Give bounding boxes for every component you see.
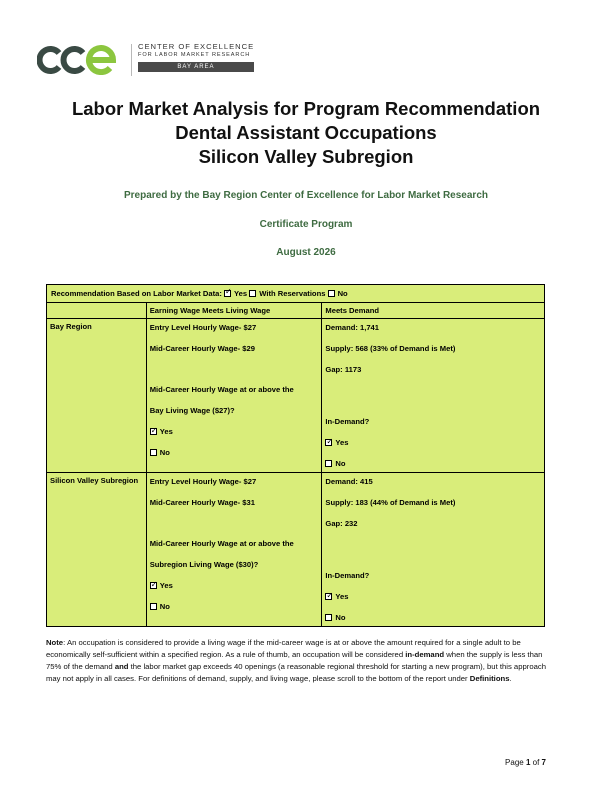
- wage-no-checkbox-icon: [150, 603, 157, 610]
- recommendation-no: No: [337, 289, 348, 298]
- title-line-3: Silicon Valley Subregion: [198, 146, 414, 167]
- note-and: and: [114, 662, 129, 671]
- checkbox-no-icon: [328, 290, 335, 297]
- note-text-4: .: [509, 674, 512, 683]
- demand-yes-checked-icon: [325, 593, 332, 600]
- recommendation-label: Recommendation Based on Labor Market Data:: [51, 289, 222, 298]
- wage-yes-checked-icon: [150, 582, 157, 589]
- title-line-2: Dental Assistant Occupations: [175, 122, 437, 143]
- recommendation-row: [47, 285, 545, 303]
- living-question-1: Mid-Career Hourly Wage at or above the: [149, 385, 294, 394]
- note-paragraph: [46, 637, 546, 685]
- in-demand-question: In-Demand?: [325, 571, 370, 580]
- note-text-3: the labor market gap exceeds 40 openings (a reasonable regional threshold for starting a new program), but this approach may not apply in all cases. For definitions of demand, supply, and living wage, please scroll to the bottom of the report under: [46, 662, 546, 683]
- recommendation-table: [46, 284, 545, 627]
- region-cell: [47, 319, 147, 473]
- wage-yes-checked-icon: [150, 428, 157, 435]
- demand-yes-checked-icon: [325, 439, 332, 446]
- demand-no-checkbox-icon: [325, 460, 332, 467]
- wage-no-checkbox-icon: [150, 449, 157, 456]
- gap-value: Gap: 1173: [325, 365, 362, 374]
- wage-cell: [146, 473, 322, 627]
- demand-value: Demand: 415: [325, 477, 373, 486]
- mid-wage: Mid-Career Hourly Wage- $29: [149, 344, 255, 353]
- gap-value: Gap: 232: [325, 519, 358, 528]
- demand-value: Demand: 1,741: [325, 323, 380, 332]
- checkbox-yes-checked-icon: [224, 290, 231, 297]
- table-row-silicon-valley: [47, 473, 545, 627]
- logo-line1: CENTER OF EXCELLENCE: [138, 42, 255, 51]
- wage-yes: Yes: [159, 581, 173, 590]
- report-date: August 2026: [276, 247, 336, 258]
- wage-no: No: [159, 448, 170, 457]
- living-question-2: Subregion Living Wage ($30)?: [149, 560, 259, 569]
- demand-no: No: [335, 459, 346, 468]
- title-line-1: Labor Market Analysis for Program Recommendation: [71, 98, 541, 119]
- demand-no: No: [335, 613, 346, 622]
- demand-no-checkbox-icon: [325, 614, 332, 621]
- prepared-by: Prepared by the Bay Region Center of Excellence for Labor Market Research: [123, 190, 488, 201]
- note-in-demand: in-demand: [405, 650, 445, 659]
- program-type: Certificate Program: [259, 219, 353, 230]
- page-of: of: [532, 758, 540, 767]
- recommendation-cell: [47, 285, 545, 303]
- supply-value: Supply: 183 (44% of Demand is Met): [325, 498, 456, 507]
- logo-line2: FOR LABOR MARKET RESEARCH: [138, 52, 251, 58]
- header-wage: Earning Wage Meets Living Wage: [146, 303, 322, 319]
- coe-logo: [37, 42, 267, 82]
- region-name: Bay Region: [50, 322, 92, 331]
- wage-no: No: [159, 602, 170, 611]
- note-text-1: : An occupation is considered to provide a living wage if the mid-career wage is at or above the amount required for a single adult to be economically self-sufficient within a specified region. As a rule of thumb, an occupation will be considered: [46, 638, 521, 659]
- page-current: 1: [525, 758, 531, 767]
- logo-divider: [131, 44, 132, 76]
- checkbox-reservations-icon: [249, 290, 256, 297]
- table-row-bay-region: [47, 319, 545, 473]
- wage-cell: [146, 319, 322, 473]
- mid-wage: Mid-Career Hourly Wage- $31: [149, 498, 255, 507]
- header-empty: [47, 303, 147, 319]
- entry-wage: Entry Level Hourly Wage- $27: [149, 323, 257, 332]
- cce-logo-mark: [37, 45, 121, 75]
- supply-value: Supply: 568 (33% of Demand is Met): [325, 344, 456, 353]
- page-word: Page: [505, 758, 524, 767]
- demand-yes: Yes: [335, 438, 349, 447]
- living-question-2: Bay Living Wage ($27)?: [149, 406, 235, 415]
- region-name: Silicon Valley Subregion: [50, 476, 139, 485]
- page-number: [505, 758, 546, 767]
- recommendation-yes: Yes: [234, 289, 248, 298]
- header-demand: Meets Demand: [322, 303, 545, 319]
- living-question-1: Mid-Career Hourly Wage at or above the: [149, 539, 294, 548]
- note-definitions: Definitions: [469, 674, 510, 683]
- note-label: Note: [46, 638, 64, 647]
- wage-yes: Yes: [159, 427, 173, 436]
- demand-cell: [322, 473, 545, 627]
- table-header-row: [47, 303, 545, 319]
- region-cell: [47, 473, 147, 627]
- demand-yes: Yes: [335, 592, 349, 601]
- entry-wage: Entry Level Hourly Wage- $27: [149, 477, 257, 486]
- note-text-2: when the supply is less than 75% of the demand: [46, 650, 543, 671]
- recommendation-reservations: With Reservations: [259, 289, 326, 298]
- page-total: 7: [541, 758, 546, 767]
- logo-line3: BAY AREA: [138, 62, 254, 72]
- demand-cell: [322, 319, 545, 473]
- logo-text: [138, 42, 254, 72]
- in-demand-question: In-Demand?: [325, 417, 370, 426]
